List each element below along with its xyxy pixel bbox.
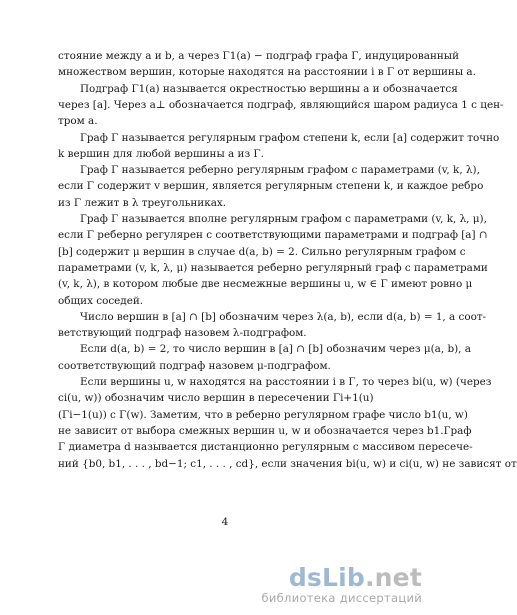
text-line: не зависит от выбора смежных вершин u, w и обозначается через b1.Граф — [58, 424, 472, 437]
text-line: множеством вершин, которые находятся на расстоянии i в Γ от вершины a. — [58, 66, 476, 79]
text-line: Граф Γ называется регулярным графом степени k, если [a] содержит точно — [80, 131, 500, 144]
text-line: параметрами (v, k, λ, μ) называется реберно регулярный граф с параметрами — [58, 261, 488, 274]
text-line: если Γ содержит v вершин, является регулярным степени k, и каждое ребро — [58, 180, 484, 193]
text-line: Γ диаметра d называется дистанционно регулярным с массивом пересече- — [58, 441, 473, 454]
text-line: соответствующий подграф назовем μ-подграфом. — [58, 359, 331, 372]
text-line: Число вершин в [a] ∩ [b] обозначим через λ(a, b), если d(a, b) = 1, а соот- — [80, 310, 487, 323]
text-line: Если d(a, b) = 2, то число вершин в [a] ∩ [b] обозначим через μ(a, b), а — [80, 343, 471, 356]
watermark-subtitle: библиотека диссертаций — [261, 591, 422, 605]
text-line: тром a. — [58, 115, 98, 128]
text-line: ветствующий подграф назовем λ-подграфом. — [58, 327, 307, 340]
text-line: k вершин для любой вершины a из Γ. — [58, 147, 264, 160]
text-line: (Γi−1(u)) с Γ(w). Заметим, что в реберно регулярном графе число b1(u, w) — [58, 408, 468, 421]
text-line: ний {b0, b1, . . . , bd−1; c1, . . . , cd}, если значения bi(u, w) и ci(u, w) не зависят от — [58, 457, 517, 470]
text-line: стояние между a и b, а через Γ1(a) − подграф графа Γ, индуцированный — [58, 50, 459, 62]
text-line: если Γ реберно регулярен с соответствующими параметрами и подграф [a] ∩ — [58, 229, 488, 242]
page-number: 4 — [221, 516, 229, 528]
text-line: [b] содержит μ вершин в случае d(a, b) = 2. Сильно регулярным графом с — [58, 245, 466, 258]
text-line: общих соседей. — [58, 294, 144, 307]
text-line: Граф Γ называется реберно регулярным графом с параметрами (v, k, λ), — [80, 164, 480, 177]
watermark-logo — [222, 564, 422, 605]
text-line: Если вершины u, w находятся на расстоянии i в Γ, то через bi(u, w) (через — [80, 376, 492, 388]
text-line: (v, k, λ), в котором любые две несмежные вершины u, w ∈ Γ имеют ровно μ — [58, 278, 473, 291]
text-line: Граф Γ называется вполне регулярным графом с параметрами (v, k, λ, μ), — [80, 213, 487, 225]
text-line: из Γ лежит в λ треугольниках. — [58, 196, 227, 209]
text-line: через [a]. Через a⊥ обозначается подграф, являющийся шаром радиуса 1 с цен- — [58, 98, 504, 111]
watermark-brand: dsLib.net — [288, 563, 422, 592]
text-line: Подграф Γ1(a) называется окрестностью вершины a и обозначается — [80, 82, 458, 95]
text-line: ci(u, w)) обозначим число вершин в пересечении Γi+1(u) — [58, 392, 374, 405]
